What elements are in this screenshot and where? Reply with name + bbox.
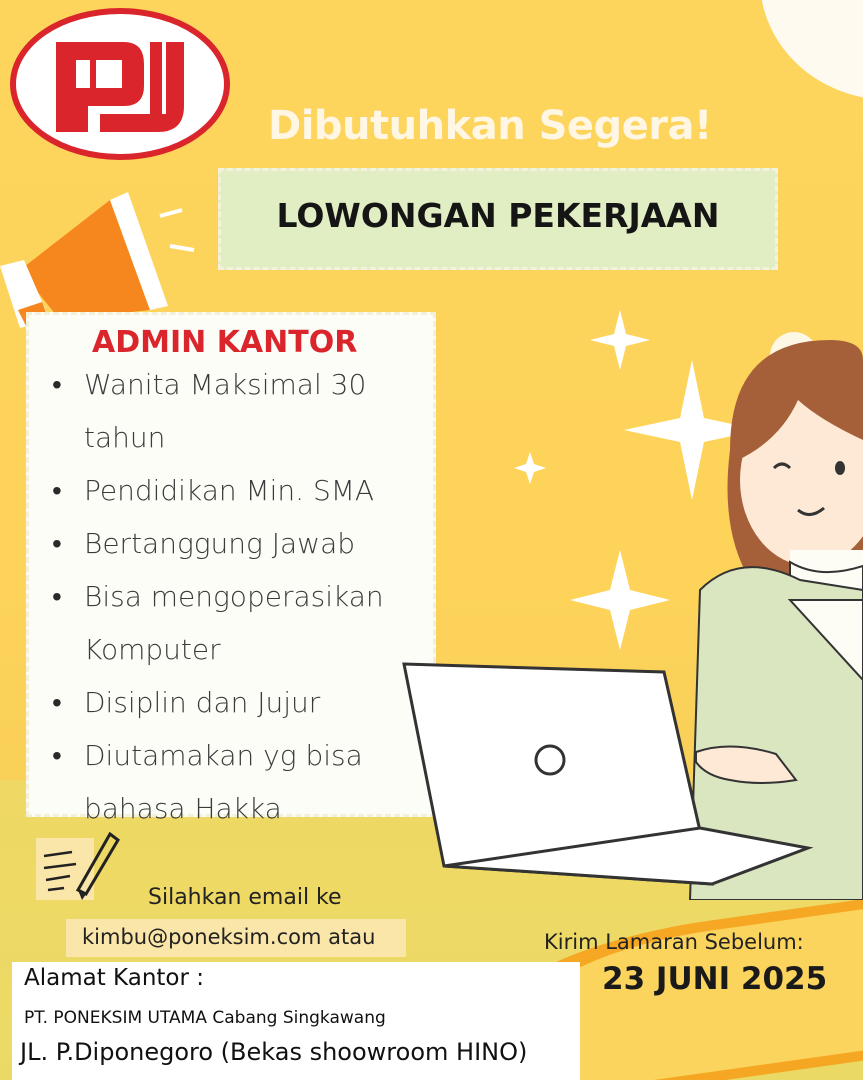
requirements-list — [52, 358, 432, 835]
address-street: JL. P.Diponegoro (Bekas shoowroom HINO) — [20, 1038, 528, 1066]
decor-circle — [760, 0, 863, 100]
note-pencil-icon — [36, 830, 126, 914]
requirement-item: • Disiplin dan Jujur — [52, 676, 432, 729]
address-title: Alamat Kantor : — [24, 965, 205, 991]
company-logo — [10, 8, 230, 160]
requirement-item: • Pendidikan Min. SMA — [52, 464, 432, 517]
sparkle-icon — [514, 452, 546, 484]
banner-title: LOWONGAN PEKERJAAN — [276, 196, 720, 235]
sparkle-icon — [570, 550, 670, 650]
deadline-label: Kirim Lamaran Sebelum: — [544, 930, 804, 954]
requirement-item: • Wanita Maksimal 30 tahun — [52, 358, 432, 464]
email-address[interactable]: kimbu@poneksim.com atau — [82, 925, 376, 949]
address-company: PT. PONEKSIM UTAMA Cabang Singkawang — [24, 1008, 386, 1028]
sparkle-icon — [590, 310, 650, 370]
email-instruction: Silahkan email ke — [148, 885, 342, 910]
requirement-item: • Bertanggung Jawab — [52, 517, 432, 570]
requirement-item: • Bisa mengoperasikan Komputer — [52, 570, 432, 676]
requirement-item: • Diutamakan yg bisa bahasa Hakka — [52, 729, 432, 835]
woman-laptop-illustration — [400, 300, 863, 904]
position-title: ADMIN KANTOR — [92, 325, 358, 360]
deadline-date: 23 JUNI 2025 — [602, 961, 828, 997]
headline: Dibutuhkan Segera! — [268, 103, 712, 149]
